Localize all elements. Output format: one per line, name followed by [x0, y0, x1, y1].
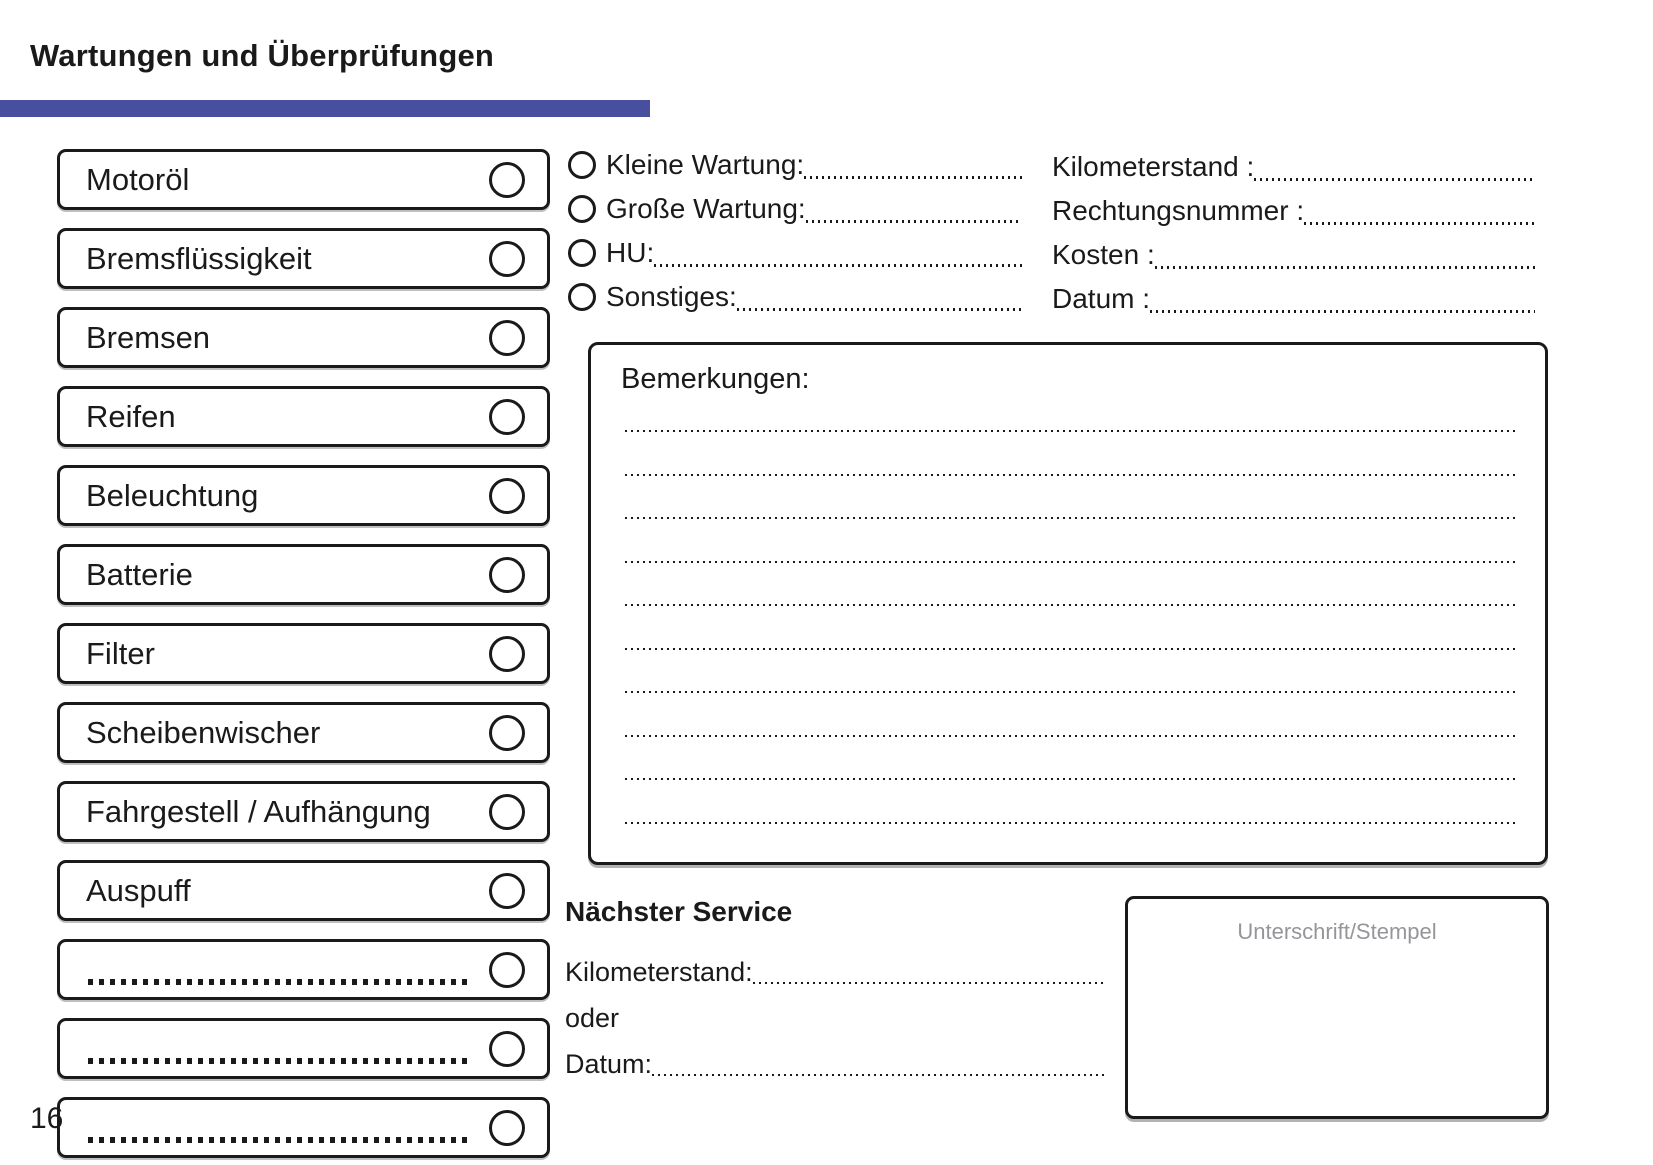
- field-label: Kilometerstand :: [1052, 151, 1255, 182]
- write-in-line[interactable]: [654, 264, 1022, 267]
- check-circle-icon[interactable]: [489, 241, 525, 277]
- page-title: Wartungen und Überprüfungen: [30, 38, 495, 73]
- write-in-line[interactable]: [625, 648, 1519, 650]
- checklist-row-filter: [57, 623, 550, 684]
- radio-label: Sonstiges:: [606, 281, 737, 312]
- checklist-label: Auspuff: [86, 872, 191, 908]
- checklist-label: Beleuchtung: [86, 477, 259, 513]
- check-circle-icon[interactable]: [489, 636, 525, 672]
- check-circle-icon[interactable]: [489, 557, 525, 593]
- write-in-line[interactable]: [737, 308, 1022, 311]
- write-in-line[interactable]: [625, 735, 1519, 737]
- check-circle-icon[interactable]: [489, 715, 525, 751]
- write-in-line[interactable]: [1254, 178, 1535, 181]
- page-number: 16: [30, 1102, 64, 1135]
- write-in-line[interactable]: [804, 176, 1022, 179]
- check-circle-icon[interactable]: [489, 478, 525, 514]
- radio-row-kleine-wartung: [568, 143, 1022, 187]
- checklist-row-beleuchtung: [57, 465, 550, 526]
- checklist-label: Motoröl: [86, 161, 190, 197]
- write-in-line[interactable]: [753, 982, 1105, 984]
- write-in-field[interactable]: [88, 1137, 470, 1143]
- signature-stamp-box[interactable]: [1125, 896, 1549, 1119]
- checklist-row-custom-3: [57, 1097, 550, 1158]
- checklist-row-scheibenwischer: [57, 702, 550, 763]
- checklist-row-reifen: [57, 386, 550, 447]
- checklist-row-custom-1: [57, 939, 550, 1000]
- radio-circle-icon[interactable]: [568, 195, 596, 223]
- write-in-line[interactable]: [625, 778, 1519, 780]
- next-service-title: Nächster Service: [565, 896, 793, 927]
- check-circle-icon[interactable]: [489, 399, 525, 435]
- field-label: Datum :: [1052, 283, 1151, 314]
- checklist-label: Filter: [86, 635, 155, 671]
- checklist-row-bremsfluessigkeit: [57, 228, 550, 289]
- signature-stamp-label: Unterschrift/Stempel: [1237, 919, 1437, 944]
- write-in-line[interactable]: [625, 561, 1519, 563]
- check-circle-icon[interactable]: [489, 162, 525, 198]
- checklist-label: Bremsflüssigkeit: [86, 240, 312, 276]
- radio-circle-icon[interactable]: [568, 239, 596, 267]
- radio-row-grosse-wartung: [568, 187, 1022, 231]
- radio-row-hu: [568, 231, 1022, 275]
- radio-label: Große Wartung:: [606, 193, 806, 224]
- checklist-row-auspuff: [57, 860, 550, 921]
- write-in-line[interactable]: [625, 474, 1519, 476]
- radio-circle-icon[interactable]: [568, 151, 596, 179]
- title-underline-bar: [0, 100, 650, 117]
- field-label: Rechtungsnummer :: [1052, 195, 1305, 226]
- checklist-row-bremsen: [57, 307, 550, 368]
- field-row-kilometerstand: [1052, 145, 1535, 189]
- check-circle-icon[interactable]: [489, 952, 525, 988]
- checklist-label: Batterie: [86, 556, 193, 592]
- check-circle-icon[interactable]: [489, 1110, 525, 1146]
- write-in-field[interactable]: [88, 979, 470, 985]
- inspection-checklist: [57, 149, 550, 1158]
- remarks-box: [588, 342, 1548, 865]
- field-label: Datum:: [565, 1048, 653, 1079]
- write-in-line[interactable]: [625, 604, 1519, 606]
- next-service-row-datum: [565, 1048, 1105, 1080]
- next-service-row-oder: [565, 1002, 1105, 1034]
- remarks-write-area[interactable]: [625, 430, 1519, 865]
- service-type-section: [568, 143, 1022, 319]
- write-in-line[interactable]: [1150, 310, 1535, 313]
- field-row-kosten: [1052, 233, 1535, 277]
- write-in-line[interactable]: [625, 517, 1519, 519]
- write-in-line[interactable]: [625, 430, 1519, 432]
- checklist-label: Fahrgestell / Aufhängung: [86, 793, 431, 829]
- field-label: Kosten :: [1052, 239, 1155, 270]
- checklist-label: Reifen: [86, 398, 176, 434]
- field-row-rechtungsnummer: [1052, 189, 1535, 233]
- check-circle-icon[interactable]: [489, 794, 525, 830]
- field-row-datum: [1052, 277, 1535, 321]
- check-circle-icon[interactable]: [489, 873, 525, 909]
- write-in-line[interactable]: [1304, 222, 1535, 225]
- radio-circle-icon[interactable]: [568, 283, 596, 311]
- write-in-line[interactable]: [806, 220, 1022, 223]
- write-in-line[interactable]: [1155, 266, 1535, 269]
- next-service-section: [565, 896, 1105, 1094]
- checklist-row-motoroel: [57, 149, 550, 210]
- checklist-label: Bremsen: [86, 319, 211, 355]
- next-service-row-kilometerstand: [565, 956, 1105, 988]
- checklist-row-batterie: [57, 544, 550, 605]
- radio-row-sonstiges: [568, 275, 1022, 319]
- checklist-row-custom-2: [57, 1018, 550, 1079]
- write-in-field[interactable]: [88, 1058, 470, 1064]
- service-details-section: [1052, 145, 1535, 321]
- field-label: Kilometerstand:: [565, 956, 753, 987]
- radio-label: HU:: [606, 237, 655, 268]
- checklist-row-fahrgestell-aufhaengung: [57, 781, 550, 842]
- field-label: oder: [565, 1002, 620, 1033]
- check-circle-icon[interactable]: [489, 320, 525, 356]
- checklist-label: Scheibenwischer: [86, 714, 321, 750]
- write-in-line[interactable]: [625, 691, 1519, 693]
- remarks-title: Bemerkungen:: [621, 363, 810, 395]
- write-in-line[interactable]: [625, 822, 1519, 824]
- check-circle-icon[interactable]: [489, 1031, 525, 1067]
- write-in-line[interactable]: [652, 1074, 1105, 1076]
- radio-label: Kleine Wartung:: [606, 149, 805, 180]
